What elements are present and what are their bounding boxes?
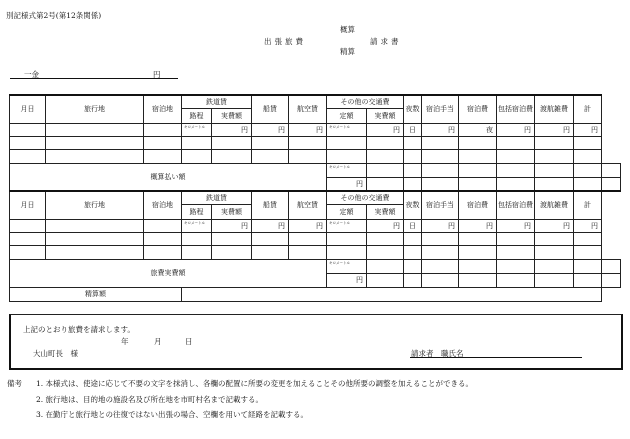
title-right: 請求書: [370, 37, 402, 46]
title-gaisan: 概算: [340, 25, 355, 34]
table-row: [10, 149, 621, 163]
header-other-transport-2: その他の交通費: [327, 191, 404, 204]
header-nights: 夜数: [404, 95, 422, 123]
header-other-actual: 実費額: [367, 108, 404, 123]
header-total-2: 計: [574, 191, 602, 219]
title-seisan: 精算: [340, 47, 355, 56]
header-lodging-fee-2: 宿泊費: [459, 191, 497, 219]
header-crossing-2: 渡航雑費: [535, 191, 574, 219]
table-row: [10, 232, 621, 245]
header-air-2: 航空賃: [289, 191, 327, 219]
header-rail-distance-2: 路程: [182, 204, 212, 219]
date-month: 月: [154, 337, 162, 346]
header-crossing: 渡航雑費: [535, 95, 574, 123]
header-allowance: 宿泊手当: [422, 95, 459, 123]
header-rail-actual-2: 実費額: [212, 204, 252, 219]
addressee: 大山町長 様: [33, 349, 78, 358]
amount-underline: [10, 78, 178, 79]
date-year: 年: [121, 337, 129, 346]
header-lodging-fee: 宿泊費: [459, 95, 497, 123]
header-air: 航空賃: [289, 95, 327, 123]
header-allowance-2: 宿泊手当: [422, 191, 459, 219]
header-total: 計: [574, 95, 602, 123]
header-rail-2: 鉄道賃: [182, 191, 252, 204]
claimant-underline: [410, 357, 582, 358]
header-rail-actual: 実費額: [212, 108, 252, 123]
request-block: [9, 314, 623, 370]
header-ship: 船賃: [252, 95, 289, 123]
header-lodging-place-2: 宿泊地: [144, 191, 182, 219]
header-bundled-2: 包括宿泊費: [497, 191, 535, 219]
note-item: 3. 在勤庁と旅行地との往復ではない出張の場合、空欄を用いて経路を記載する。: [36, 410, 309, 419]
actual-cost-label: 旅費実費額: [10, 259, 327, 287]
header-destination: 旅行地: [46, 95, 144, 123]
request-statement: 上記のとおり旅費を請求します。: [23, 325, 135, 334]
table-row: キロメートル 円 円 円 キロメートル 円 日 円 円 円 円 円: [10, 219, 621, 232]
table-row: [10, 245, 621, 259]
title-left: 出張旅費: [264, 37, 306, 46]
amount-unit: 円: [153, 70, 161, 79]
header-lodging-place: 宿泊地: [144, 95, 182, 123]
settlement-label: 精算額: [10, 287, 182, 301]
header-ship-2: 船賃: [252, 191, 289, 219]
amount-prefix: 一金: [24, 70, 39, 79]
header-other-transport: その他の交通費: [327, 95, 404, 108]
header-date-2: 月日: [10, 191, 46, 219]
header-other-fixed-2: 定額: [327, 204, 367, 219]
header-rail: 鉄道賃: [182, 95, 252, 108]
header-destination-2: 旅行地: [46, 191, 144, 219]
header-rail-distance: 路程: [182, 108, 212, 123]
settlement-value[interactable]: [182, 287, 602, 301]
note-item: 2. 旅行地は、目的地の施設名及び所在地を市町村名まで記載する。: [36, 395, 264, 404]
travel-expense-table: 月日 旅行地 宿泊地 鉄道賃 船賃 航空賃 その他の交通費 夜数 宿泊手当 宿泊費 包括宿泊費 渡航雑費 計 路程 実費額 定額 実費額 キロメートル 円 円 円 キロメートル 円 日 円 夜 円 円 円 概算払い額 キロメートル 円 月日 旅行地 宿泊地 鉄道賃 船賃 航空賃 その他の交通費 夜数 宿泊手当 宿泊費 包括宿泊費 渡航雑費 計 路程 実費額 定額 実費額 キロメートル 円 円 円 キロメートル 円 日 円 円 円 円 円 旅費実費額 キロメートル 円 精算額: [9, 94, 621, 302]
form-number: 別記様式第2号(第12条関係): [6, 11, 102, 20]
table-row: [10, 136, 621, 149]
note-item: 1. 本様式は、使途に応じて不要の文字を抹消し、各欄の配置に所要の変更を加えることその他所要の調整を加えることができる。: [36, 379, 474, 388]
header-other-fixed: 定額: [327, 108, 367, 123]
header-other-actual-2: 実費額: [367, 204, 404, 219]
gaisan-paid-label: 概算払い額: [10, 163, 327, 191]
header-nights-2: 夜数: [404, 191, 422, 219]
claimant-label: 請求者 職氏名: [411, 349, 464, 358]
header-bundled: 包括宿泊費: [497, 95, 535, 123]
date-day: 日: [185, 337, 193, 346]
notes-heading: 備考: [7, 379, 22, 388]
table-row: キロメートル 円 円 円 キロメートル 円 日 円 夜 円 円 円: [10, 123, 621, 136]
header-date: 月日: [10, 95, 46, 123]
